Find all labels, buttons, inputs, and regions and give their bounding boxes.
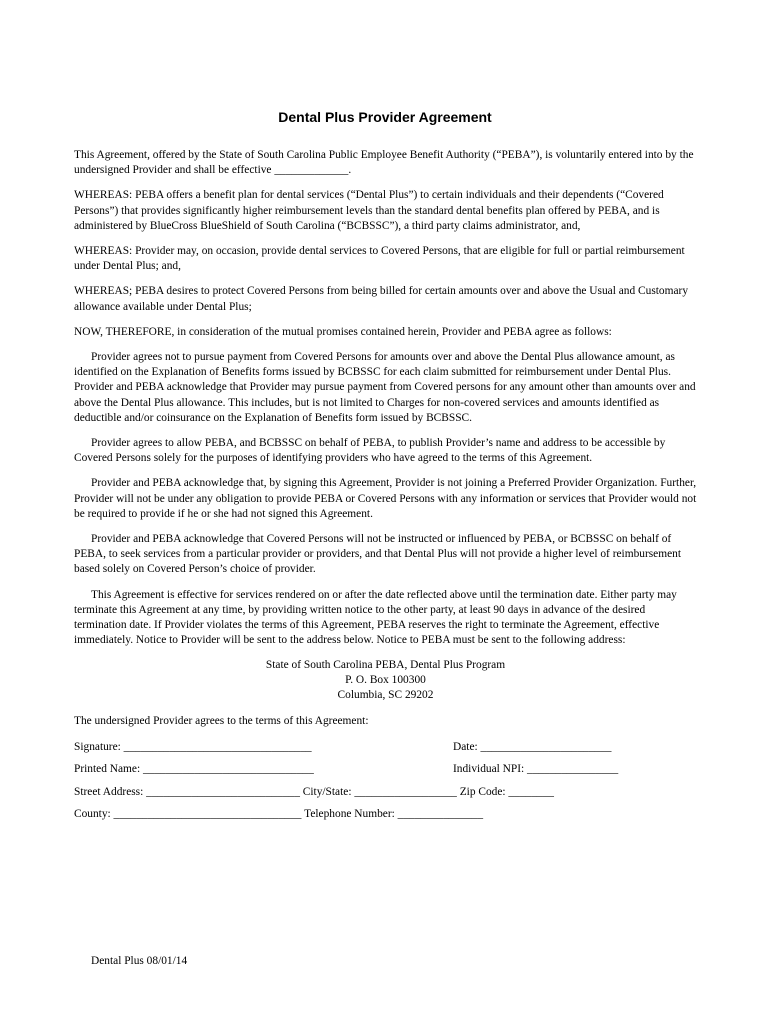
city-state-zip-field[interactable]: City/State: __________________ Zip Code: ________ bbox=[302, 785, 554, 798]
form-row-county bbox=[74, 807, 697, 822]
term-paragraph-3: Provider and PEBA acknowledge that, by signing this Agreement, Provider is not joining a Preferred Provider Organization. Further, Provider will not be under any obligation to provide PEBA or Covered Persons with any information or services that Provider would not be required to provide if he or she had not signed this Agreement. bbox=[74, 477, 697, 520]
term-paragraph-1: Provider agrees not to pursue payment from Covered Persons for amounts over and above the Dental Plus allowance amount, as identified on the Explanation of Benefits forms issued by BCBSSC for each claim submitted for reimbursement under Dental Plus. Provider and PEBA acknowledge that Provider may pursue payment from Covered persons for any amount other than amounts over and above the Dental Plus allowance. This includes, but is not limited to Charges for non-covered services and amounts identified as deductible and/or coinsurance on the Explanation of Benefits form issued by BCBSSC. bbox=[74, 351, 696, 424]
document-footer: Dental Plus 08/01/14 bbox=[91, 955, 188, 967]
address-line-2: P. O. Box 100300 bbox=[345, 674, 426, 687]
date-field[interactable]: Date: _______________________ bbox=[453, 740, 612, 753]
document-title: Dental Plus Provider Agreement bbox=[278, 109, 492, 125]
form-row-signature bbox=[74, 740, 697, 755]
npi-field[interactable]: Individual NPI: ________________ bbox=[453, 763, 619, 776]
street-address-field[interactable]: Street Address: ___________________________ bbox=[74, 785, 300, 798]
whereas-paragraph-2: WHEREAS: Provider may, on occasion, provide dental services to Covered Persons, that are eligible for full or partial reimbursement under Dental Plus; and, bbox=[74, 245, 685, 273]
document-body bbox=[74, 148, 697, 830]
address-line-1: State of South Carolina PEBA, Dental Plus Program bbox=[265, 659, 506, 672]
whereas-paragraph-1: WHEREAS: PEBA offers a benefit plan for dental services (“Dental Plus”) to certain individuals and their dependents (“Covered Persons”) that provides significantly higher reimbursement levels than the standard dental benefits plan offered by PEBA, and is administered by BlueCross BlueShield of South Carolina (“BCBSSC”), a third party claims administrator, and, bbox=[74, 189, 664, 232]
whereas-paragraph-3: WHEREAS; PEBA desires to protect Covered Persons from being billed for certain amounts over and above the Usual and Customary allowance available under Dental Plus; bbox=[74, 285, 689, 313]
agree-statement: The undersigned Provider agrees to the terms of this Agreement: bbox=[74, 715, 369, 728]
address-line-3: Columbia, SC 29202 bbox=[337, 689, 434, 702]
term-paragraph-4: Provider and PEBA acknowledge that Covered Persons will not be instructed or influenced by PEBA, or BCBSSC on behalf of PEBA, to seek services from a particular provider or providers, and that Dental Plus will not provide a higher level of reimbursement based solely on Covered Person’s choice of provider. bbox=[74, 533, 682, 576]
form-row-name bbox=[74, 762, 697, 777]
term-paragraph-5: This Agreement is effective for services rendered on or after the date reflected above until the termination date. Either party may terminate this Agreement at any time, by providing written notice to the other party, at least 90 days in advance of the desired termination date. If Provider violates the terms of this Agreement, PEBA reserves the right to terminate the Agreement, effective immediately. Notice to Provider will be sent to the address below. Notice to PEBA must be sent to the following address: bbox=[74, 588, 677, 647]
term-paragraph-2: Provider agrees to allow PEBA, and BCBSSC on behalf of PEBA, to publish Provider’s name and address to be accessible by Covered Persons solely for the purposes of identifying providers who have agreed to the terms of this Agreement. bbox=[74, 437, 666, 465]
form-row-address bbox=[74, 785, 697, 800]
peba-address bbox=[74, 658, 697, 703]
telephone-field[interactable]: Telephone Number: _______________ bbox=[304, 808, 484, 821]
intro-paragraph: This Agreement, offered by the State of South Carolina Public Employee Benefit Authority (“PEBA”), is voluntarily entered into by the undersigned Provider and shall be effective _____________. bbox=[74, 149, 694, 177]
signature-field[interactable]: Signature: _________________________________ bbox=[74, 740, 312, 753]
county-field[interactable]: County: _________________________________ bbox=[74, 808, 302, 821]
now-therefore-paragraph: NOW, THEREFORE, in consideration of the mutual promises contained herein, Provider and PEBA agree as follows: bbox=[74, 325, 612, 338]
printed-name-field[interactable]: Printed Name: ______________________________ bbox=[74, 763, 314, 776]
